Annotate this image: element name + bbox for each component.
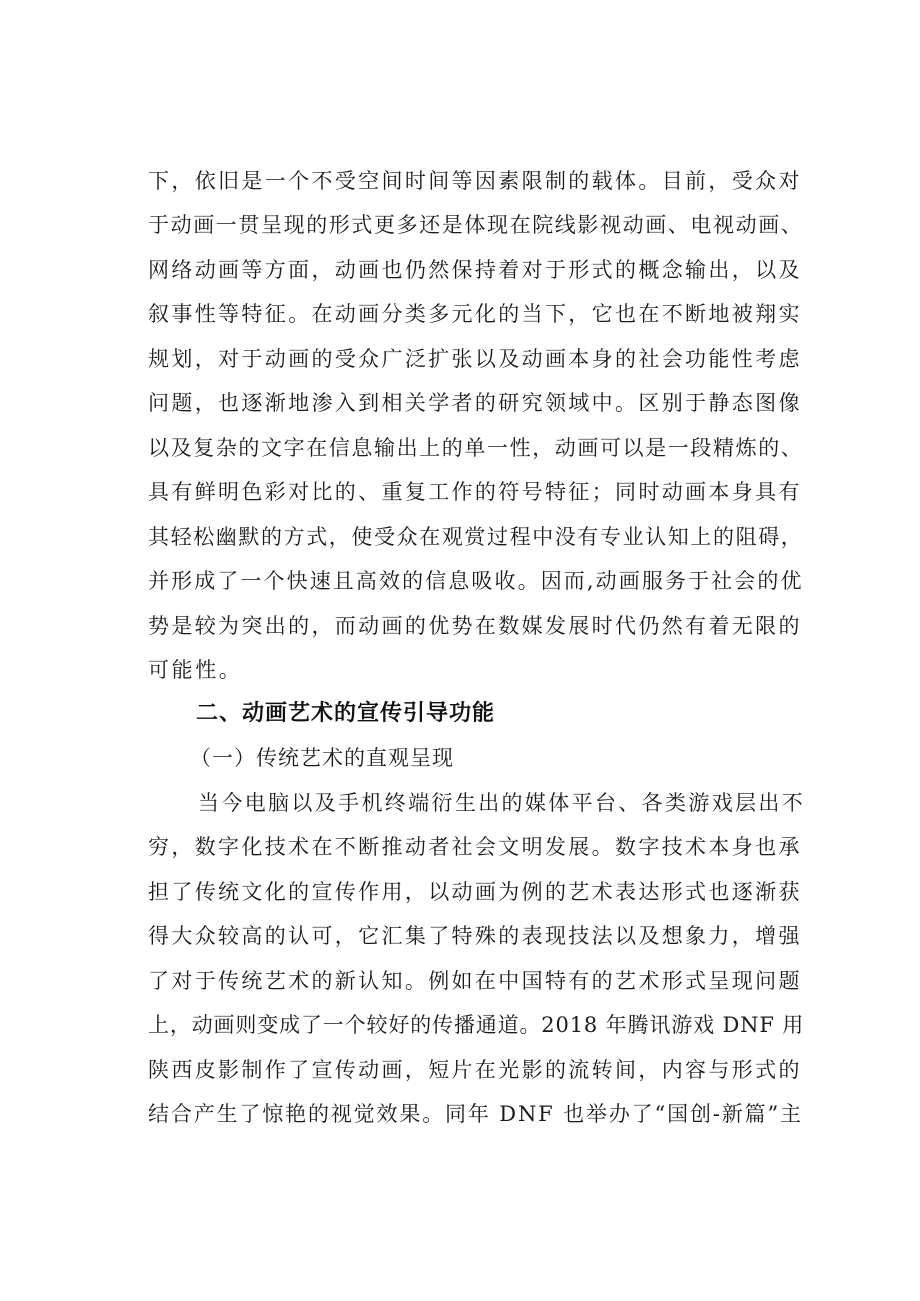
paragraph-1-line: 叙事性等特征。在动画分类多元化的当下，它也在不断地被翔实: [148, 302, 802, 326]
paragraph-2-line: 担了传统文化的宣传作用，以动画为例的艺术表达形式也逐渐获: [148, 880, 802, 904]
paragraph-1-line: 并形成了一个快速且高效的信息吸收。因而,动画服务于社会的优: [148, 569, 804, 593]
paragraph-2-line: 穷，数字化技术在不断推动者社会文明发展。数字技术本身也承: [148, 835, 802, 859]
paragraph-2-line: 了对于传统艺术的新认知。例如在中国特有的艺术形式呈现问题: [148, 969, 802, 993]
paragraph-1-line: 问题，也逐渐地渗入到相关学者的研究领域中。区别于静态图像: [148, 391, 802, 415]
paragraph-1-line: 其轻松幽默的方式，使受众在观赏过程中没有专业认知上的阻碍，: [148, 525, 804, 549]
paragraph-1-line: 具有鲜明色彩对比的、重复工作的符号特征；同时动画本身具有: [148, 480, 802, 504]
paragraph-2-line: 得大众较高的认可，它汇集了特殊的表现技法以及想象力，增强: [148, 924, 802, 948]
paragraph-2-line: 陕西皮影制作了宣传动画，短片在光影的流转间，内容与形式的: [148, 1058, 802, 1082]
section-heading: 二、动画艺术的宣传引导功能: [196, 701, 496, 726]
paragraph-1-line: 于动画一贯呈现的形式更多还是体现在院线影视动画、电视动画、: [148, 213, 804, 237]
subsection-heading: （一）传统艺术的直观呈现: [190, 746, 454, 770]
paragraph-2-line: 上，动画则变成了一个较好的传播通道。2018 年腾讯游戏 DNF 用: [148, 1013, 805, 1037]
paragraph-1-line: 势是较为突出的，而动画的优势在数媒发展时代仍然有着无限的: [148, 614, 802, 638]
paragraph-2-line: 当今电脑以及手机终端衍生出的媒体平台、各类游戏层出不: [198, 791, 806, 815]
paragraph-1-line: 规划，对于动画的受众广泛扩张以及动画本身的社会功能性考虑: [148, 347, 802, 371]
paragraph-1-line: 网络动画等方面，动画也仍然保持着对于形式的概念输出，以及: [148, 258, 802, 282]
paragraph-1-line: 以及复杂的文字在信息输出上的单一性，动画可以是一段精炼的、: [148, 436, 804, 460]
paragraph-1-line: 下，依旧是一个不受空间时间等因素限制的载体。目前，受众对: [148, 169, 802, 193]
paragraph-1-line: 可能性。: [148, 658, 243, 682]
paragraph-2-line: 结合产生了惊艳的视觉效果。同年 DNF 也举办了“国创-新篇”主: [148, 1102, 803, 1126]
